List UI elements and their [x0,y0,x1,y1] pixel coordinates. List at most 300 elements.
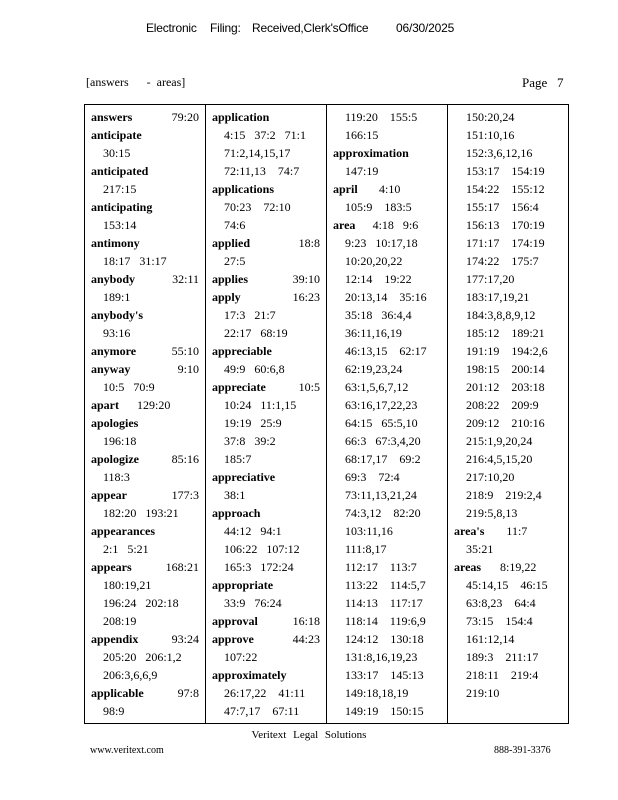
footer-phone: 888-391-3376 [494,745,551,756]
index-line [448,576,568,594]
index-line [327,522,447,540]
stamp-received: Received,Clerk'sOffice [252,21,369,35]
footer-website: www.veritext.com [90,745,164,756]
page-reference: 177:3 [171,488,199,502]
index-term: anymore [91,344,137,358]
index-line [327,306,447,324]
index-line [327,414,447,432]
page-reference: 111:8,17 [345,542,387,556]
page-reference: 49:9 60:6,8 [224,362,285,376]
page-reference: 198:15 200:14 [466,362,545,376]
page-reference: 18:17 31:17 [103,254,167,268]
page-reference: 155:17 156:4 [466,200,539,214]
index-line [85,522,205,540]
page-reference: 62:19,23,24 [345,362,403,376]
page-reference: 105:9 183:5 [345,200,412,214]
index-line [448,558,568,576]
index-term: appropriate [212,578,274,592]
page-reference: 166:15 [345,128,379,142]
page-reference: 66:3 67:3,4,20 [345,434,421,448]
index-line [206,180,326,198]
page-reference: 38:1 [224,488,246,502]
index-line [206,684,326,702]
page-reference: 12:14 19:22 [345,272,412,286]
index-line [327,612,447,630]
page-reference: 177:17,20 [466,272,515,286]
page-reference: 147:19 [345,164,379,178]
page-reference: 218:9 219:2,4 [466,488,542,502]
page-reference: 36:11,16,19 [345,326,402,340]
index-line [206,306,326,324]
index-line [85,324,205,342]
page-reference: 16:18 [292,614,320,628]
index-line [448,126,568,144]
page-number: Page 7 [522,75,564,90]
page-reference: 39:10 [292,272,320,286]
index-line [85,450,205,468]
index-line [85,342,205,360]
page-reference: 201:12 203:18 [466,380,545,394]
index-line [448,486,568,504]
page-reference: 37:8 39:2 [224,434,276,448]
index-line [327,504,447,522]
stamp-date: 06/30/2025 [396,21,455,35]
page-reference: 208:22 209:9 [466,398,539,412]
index-term: approve [212,632,254,646]
index-line [206,360,326,378]
footer-company: Veritext Legal Solutions [251,729,367,741]
index-line [206,486,326,504]
index-line [206,648,326,666]
page-reference: 9:23 10:17,18 [345,236,418,250]
page-reference: 191:19 194:2,6 [466,344,548,358]
index-line [448,180,568,198]
index-line [448,666,568,684]
page-reference: 4:18 9:6 [372,218,419,232]
index-term: apply [212,290,241,304]
index-term: appreciable [212,344,272,358]
index-line [206,630,326,648]
page-reference: 69:3 72:4 [345,470,400,484]
page-reference: 33:9 76:24 [224,596,282,610]
index-line [448,198,568,216]
index-term: appearances [91,524,155,538]
index-line [327,630,447,648]
index-term: areas [454,560,482,574]
index-term: anyway [91,362,131,376]
index-line [85,126,205,144]
page-reference: 196:18 [103,434,137,448]
index-term: application [212,110,270,124]
page-reference: 171:17 174:19 [466,236,545,250]
index-line [206,522,326,540]
index-line [448,162,568,180]
page-reference: 11:7 [506,524,528,538]
page-reference: 103:11,16 [345,524,393,538]
index-term: anybody's [91,308,144,322]
index-term: approval [212,614,258,628]
page-reference: 47:7,17 67:11 [224,704,300,718]
index-line [448,540,568,558]
page-reference: 44:12 94:1 [224,524,282,538]
index-column-4 [448,105,568,723]
index-line [327,288,447,306]
page-reference: 85:16 [171,452,199,466]
index-line [206,594,326,612]
index-line [327,108,447,126]
index-line [206,702,326,720]
index-line [85,432,205,450]
index-line [85,702,205,720]
stamp-label: Electronic [146,21,197,35]
page-reference: 8:19,22 [500,560,537,574]
page-reference: 189:3 211:17 [466,650,539,664]
index-line [448,630,568,648]
page-reference: 106:22 107:12 [224,542,300,556]
index-line [448,288,568,306]
page-reference: 156:13 170:19 [466,218,545,232]
index-term: appreciative [212,470,276,484]
index-line [85,630,205,648]
index-term: apart [91,398,119,412]
index-line [206,576,326,594]
page-reference: 161:12,14 [466,632,515,646]
index-line [85,576,205,594]
index-line [327,126,447,144]
page-reference: 215:1,9,20,24 [466,434,533,448]
index-term: anticipating [91,200,153,214]
page-reference: 27:5 [224,254,246,268]
index-line [85,198,205,216]
page-reference: 17:3 21:7 [224,308,276,322]
index-line [448,324,568,342]
page-reference: 70:23 72:10 [224,200,291,214]
index-line [327,180,447,198]
page-reference: 107:22 [224,650,258,664]
index-line [327,162,447,180]
page-reference: 174:22 175:7 [466,254,539,268]
index-line [206,234,326,252]
page-reference: 206:3,6,6,9 [103,668,158,682]
index-line [85,414,205,432]
page-reference: 208:19 [103,614,137,628]
page-reference: 20:13,14 35:16 [345,290,427,304]
page-reference: 55:10 [171,344,199,358]
index-line [206,324,326,342]
index-term: anybody [91,272,136,286]
page-reference: 63:1,5,6,7,12 [345,380,409,394]
index-line [327,252,447,270]
index-line [206,270,326,288]
index-line [206,414,326,432]
index-line [448,450,568,468]
index-term: approximation [333,146,409,160]
page-reference: 72:11,13 74:7 [224,164,300,178]
page-reference: 35:21 [466,542,494,556]
page-reference: 218:11 219:4 [466,668,539,682]
index-line [85,162,205,180]
page-reference: 63:8,23 64:4 [466,596,536,610]
index-column-1 [85,105,206,723]
page-reference: 73:15 154:4 [466,614,533,628]
index-line [448,360,568,378]
index-line [327,360,447,378]
index-line [85,468,205,486]
page-reference: 22:17 68:19 [224,326,288,340]
page-reference: 26:17,22 41:11 [224,686,306,700]
index-line [206,108,326,126]
index-line [206,342,326,360]
page-reference: 10:5 [298,380,320,394]
index-term: apologize [91,452,139,466]
page-reference: 124:12 130:18 [345,632,424,646]
page-reference: 73:11,13,21,24 [345,488,417,502]
index-line [448,270,568,288]
page-reference: 133:17 145:13 [345,668,424,682]
index-line [206,468,326,486]
index-line [327,666,447,684]
index-line [206,432,326,450]
index-term: approximately [212,668,287,682]
word-index-table [84,104,569,724]
index-line [206,288,326,306]
index-line [448,342,568,360]
page-reference: 182:20 193:21 [103,506,179,520]
page-reference: 129:20 [137,398,171,412]
index-line [85,180,205,198]
index-line [448,684,568,702]
index-line [327,324,447,342]
index-line [206,396,326,414]
page-reference: 151:10,16 [466,128,515,142]
index-term: area [333,218,356,232]
index-line [85,144,205,162]
index-line [448,504,568,522]
index-line [85,612,205,630]
index-line [85,252,205,270]
stamp-filing: Filing: [210,21,241,35]
index-line [327,576,447,594]
index-line [85,648,205,666]
page-reference: 118:14 119:6,9 [345,614,426,628]
index-line [327,396,447,414]
page-reference: 131:8,16,19,23 [345,650,418,664]
page-reference: 2:1 5:21 [103,542,149,556]
index-line [448,216,568,234]
page-reference: 150:20,24 [466,110,515,124]
index-line [327,144,447,162]
index-term: applied [212,236,251,250]
index-line [327,648,447,666]
page-reference: 32:11 [172,272,199,286]
page-reference: 114:13 117:17 [345,596,423,610]
index-line [327,684,447,702]
index-term: appreciate [212,380,266,394]
page-reference: 63:16,17,22,23 [345,398,418,412]
index-line [327,702,447,720]
page-reference: 149:19 150:15 [345,704,424,718]
index-line [206,558,326,576]
page-reference: 74:6 [224,218,246,232]
page-reference: 118:3 [103,470,130,484]
index-line [206,198,326,216]
index-line [206,612,326,630]
page-reference: 154:22 155:12 [466,182,545,196]
page-reference: 93:24 [171,632,199,646]
index-line [206,504,326,522]
page-reference: 71:2,14,15,17 [224,146,291,160]
index-term: appears [91,560,132,574]
page-reference: 113:22 114:5,7 [345,578,426,592]
index-line [85,360,205,378]
index-line [448,648,568,666]
index-line [327,342,447,360]
index-line [206,666,326,684]
page-reference: 79:20 [171,110,199,124]
index-line [85,486,205,504]
page-reference: 183:17,19,21 [466,290,530,304]
index-term: appendix [91,632,139,646]
page-reference: 19:19 25:9 [224,416,282,430]
index-line [206,126,326,144]
index-line [85,396,205,414]
index-line [448,378,568,396]
index-line [85,540,205,558]
page-reference: 98:9 [103,704,125,718]
index-line [327,486,447,504]
page-reference: 97:8 [177,686,199,700]
index-line [448,306,568,324]
page-reference: 185:7 [224,452,252,466]
index-line [327,216,447,234]
page-reference: 168:21 [165,560,199,574]
page-reference: 16:23 [292,290,320,304]
index-line [85,108,205,126]
index-term: area's [454,524,485,538]
page-reference: 209:12 210:16 [466,416,545,430]
page-reference: 180:19,21 [103,578,152,592]
index-line [327,198,447,216]
index-term: answers [91,110,133,124]
page-reference: 35:18 36:4,4 [345,308,412,322]
index-line [206,144,326,162]
index-line [85,216,205,234]
index-column-2 [206,105,327,723]
page-reference: 10:20,20,22 [345,254,403,268]
index-line [448,108,568,126]
page-reference: 185:12 189:21 [466,326,545,340]
index-line [327,450,447,468]
page-reference: 217:15 [103,182,137,196]
index-line [85,504,205,522]
index-line [448,396,568,414]
page-reference: 217:10,20 [466,470,515,484]
index-line [448,414,568,432]
index-line [85,684,205,702]
page-reference: 153:17 154:19 [466,164,545,178]
page-reference: 18:8 [298,236,320,250]
index-line [448,234,568,252]
page-reference: 205:20 206:1,2 [103,650,182,664]
index-line [85,378,205,396]
index-line [85,234,205,252]
page-reference: 189:1 [103,290,131,304]
page-reference: 196:24 202:18 [103,596,179,610]
page-reference: 4:15 37:2 71:1 [224,128,307,142]
index-line [327,558,447,576]
page-reference: 68:17,17 69:2 [345,452,421,466]
index-line [85,594,205,612]
index-range: [answers - areas] [86,75,186,89]
index-line [448,144,568,162]
index-line [85,306,205,324]
index-line [448,522,568,540]
index-term: approach [212,506,261,520]
page-reference: 153:14 [103,218,137,232]
page-reference: 149:18,18,19 [345,686,409,700]
index-line [448,252,568,270]
index-line [448,594,568,612]
page-reference: 93:16 [103,326,131,340]
index-line [327,594,447,612]
index-line [85,666,205,684]
index-term: anticipated [91,164,149,178]
page-reference: 64:15 65:5,10 [345,416,418,430]
index-line [206,450,326,468]
page-reference: 30:15 [103,146,131,160]
index-line [206,378,326,396]
page-reference: 112:17 113:7 [345,560,417,574]
page-reference: 9:10 [177,362,199,376]
index-line [206,540,326,558]
page-reference: 184:3,8,8,9,12 [466,308,536,322]
page-reference: 74:3,12 82:20 [345,506,421,520]
index-line [448,612,568,630]
index-line [85,270,205,288]
index-term: apologies [91,416,139,430]
page-reference: 10:24 11:1,15 [224,398,297,412]
index-line [206,252,326,270]
page-reference: 152:3,6,12,16 [466,146,533,160]
index-term: applications [212,182,275,196]
page-reference: 219:5,8,13 [466,506,518,520]
page-reference: 4:10 [379,182,401,196]
page-reference: 119:20 155:5 [345,110,418,124]
index-line [206,162,326,180]
page-reference: 44:23 [292,632,320,646]
page-reference: 216:4,5,15,20 [466,452,533,466]
index-column-3 [327,105,448,723]
index-line [327,468,447,486]
page-reference: 219:10 [466,686,500,700]
index-term: applicable [91,686,144,700]
index-line [85,288,205,306]
index-line [448,468,568,486]
index-line [85,558,205,576]
page-reference: 45:14,15 46:15 [466,578,548,592]
index-line [327,540,447,558]
index-term: applies [212,272,249,286]
index-line [327,432,447,450]
index-term: april [333,182,358,196]
index-line [206,216,326,234]
index-term: antimony [91,236,140,250]
page-reference: 165:3 172:24 [224,560,294,574]
index-term: anticipate [91,128,142,142]
index-line [327,234,447,252]
index-line [327,378,447,396]
page-reference: 10:5 70:9 [103,380,155,394]
